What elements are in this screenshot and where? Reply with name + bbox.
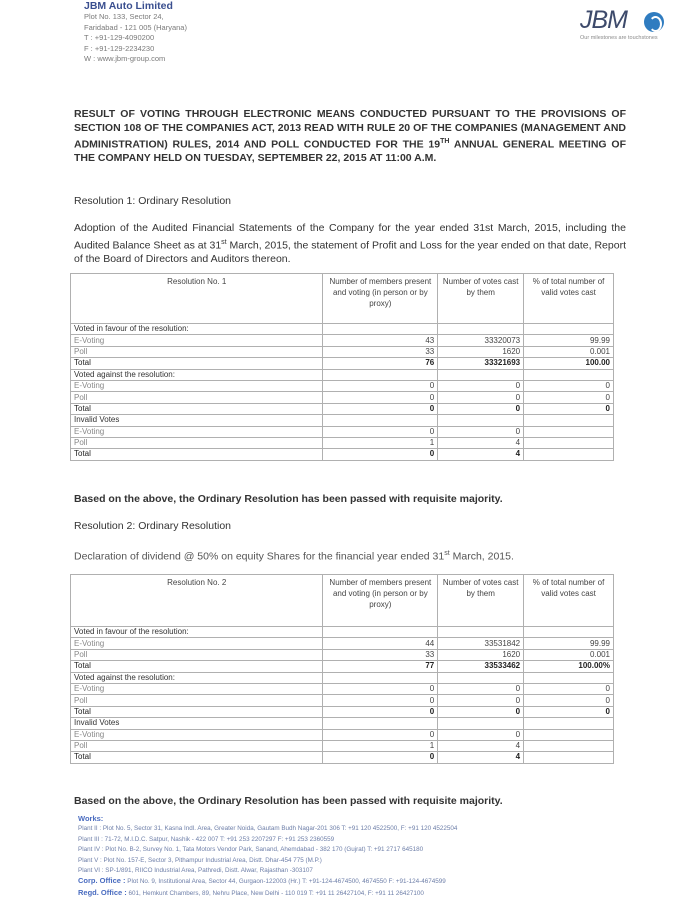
section-label: Invalid Votes [71, 415, 323, 426]
members-cell: 44 [323, 638, 438, 649]
members-cell: 76 [323, 358, 438, 369]
corp-office-line [78, 876, 457, 887]
address-line-2: Faridabad - 121 005 (Haryana) [84, 22, 187, 32]
row-label: Total [71, 661, 323, 672]
votes-cell: 0 [438, 403, 524, 414]
table-row [71, 403, 614, 414]
members-cell: 0 [323, 706, 438, 717]
row-label: E-Voting [71, 729, 323, 740]
website-line: W : www.jbm-group.com [84, 54, 166, 63]
desc-text: March, 2015, the statement of Profit and Loss for the year ended on that date, Report of the Board of Directors and Auditors thereon. [74, 239, 626, 265]
row-label: E-Voting [71, 335, 323, 346]
section-header-row [71, 369, 614, 380]
empty-cell [323, 627, 438, 638]
percent-cell: 0.001 [524, 346, 614, 357]
votes-cell: 4 [438, 752, 524, 763]
percent-cell: 0 [524, 403, 614, 414]
percent-cell: 0 [524, 683, 614, 694]
votes-cell: 1620 [438, 346, 524, 357]
empty-cell [524, 718, 614, 729]
desc-text: Declaration of dividend @ 50% on equity Shares for the financial year ended 31 [74, 550, 445, 563]
empty-cell [323, 369, 438, 380]
section-label: Invalid Votes [71, 718, 323, 729]
heading-text-1: RESULT OF VOTING THROUGH ELECTRONIC MEANS CONDUCTED PURSUANT TO THE PROVISIONS OF SECTION 108 OF THE COMPANIES ACT, 2013 READ WITH RULE 20 OF THE COMPANIES (MANAGEMENT AND ADMINISTRATION) RULES, 2014 AND POLL CONDUCTED FOR THE 19 [74, 108, 626, 151]
logo-tagline: Our milestones are touchstones [580, 35, 658, 41]
members-cell: 1 [323, 740, 438, 751]
heading-sup: TH [440, 138, 450, 145]
percent-cell: 99.99 [524, 638, 614, 649]
members-cell: 43 [323, 335, 438, 346]
resolution-1-table [70, 273, 614, 461]
votes-cell: 0 [438, 683, 524, 694]
table-row [71, 706, 614, 717]
row-label: Total [71, 752, 323, 763]
percent-cell: 0 [524, 380, 614, 391]
row-label: Total [71, 706, 323, 717]
fax-line: F : +91-129-2234230 [84, 43, 155, 53]
letterhead [84, 0, 187, 65]
section-label: Voted in favour of the resolution: [71, 324, 323, 335]
address-line-1: Plot No. 133, Sector 24, [84, 12, 164, 21]
regd-office-text: 601, Hemkunt Chambers, 89, Nehru Place, New Delhi - 110 019 T: +91 11 26427104, F: +91 11 26427100 [126, 889, 424, 897]
table-row [71, 358, 614, 369]
desc-text: March, 2015. [449, 550, 514, 563]
table-row [71, 740, 614, 751]
percent-cell: 0.001 [524, 649, 614, 660]
resolution-1-passed-note: Based on the above, the Ordinary Resolution has been passed with requisite majority. [74, 493, 503, 505]
row-label: Poll [71, 740, 323, 751]
members-cell: 0 [323, 729, 438, 740]
empty-cell [438, 415, 524, 426]
empty-cell [323, 324, 438, 335]
votes-cell: 0 [438, 706, 524, 717]
section-header-row [71, 718, 614, 729]
members-cell: 1 [323, 437, 438, 448]
empty-cell [323, 718, 438, 729]
votes-cell: 0 [438, 392, 524, 403]
members-cell: 0 [323, 380, 438, 391]
row-label: Poll [71, 392, 323, 403]
empty-cell [524, 369, 614, 380]
percent-cell [524, 729, 614, 740]
regd-office-label: Regd. Office : [78, 887, 127, 897]
row-label: E-Voting [71, 380, 323, 391]
header-votes: Number of votes cast by them [438, 274, 524, 324]
empty-cell [438, 324, 524, 335]
resolution-2-description [74, 547, 626, 564]
header-percent: % of total number of valid votes cast [524, 274, 614, 324]
votes-cell: 4 [438, 449, 524, 460]
header-percent: % of total number of valid votes cast [524, 575, 614, 627]
empty-cell [438, 672, 524, 683]
percent-cell [524, 449, 614, 460]
plant-line: Plant V : Plot No. 157-E, Sector 3, Pithampur Industrial Area, Distt. Dhar-454 775 (M.P.) [78, 856, 322, 864]
percent-cell [524, 426, 614, 437]
desc-sup: st [221, 238, 227, 246]
empty-cell [524, 627, 614, 638]
section-label: Voted against the resolution: [71, 672, 323, 683]
table-row [71, 638, 614, 649]
plant-line: Plant VI : SP-1/891, RIICO Industrial Area, Pathredi, Distt. Alwar, Rajasthan -303107 [78, 867, 313, 875]
row-label: E-Voting [71, 638, 323, 649]
document-heading [74, 108, 626, 166]
percent-cell: 100.00 [524, 358, 614, 369]
empty-cell [438, 627, 524, 638]
percent-cell: 0 [524, 392, 614, 403]
members-cell: 0 [323, 426, 438, 437]
percent-cell [524, 752, 614, 763]
row-label: Total [71, 449, 323, 460]
plant-line: Plant II : Plot No. 5, Sector 31, Kasna Indl. Area, Greater Noida, Gautam Budh Nagar-201 306 T: +91 120 4522500, F: +91 120 4522504 [78, 825, 458, 833]
table-row [71, 661, 614, 672]
votes-cell: 33321693 [438, 358, 524, 369]
footer [78, 814, 457, 899]
votes-cell: 4 [438, 437, 524, 448]
members-cell: 0 [323, 403, 438, 414]
percent-cell: 99.99 [524, 335, 614, 346]
members-cell: 0 [323, 449, 438, 460]
section-label: Voted in favour of the resolution: [71, 627, 323, 638]
resolution-2-title: Resolution 2: Ordinary Resolution [74, 520, 231, 532]
table-row [71, 729, 614, 740]
resolution-2-passed-note: Based on the above, the Ordinary Resolution has been passed with requisite majority. [74, 795, 503, 807]
members-cell: 0 [323, 752, 438, 763]
header-members: Number of members present and voting (in person or by proxy) [323, 274, 438, 324]
plant-line: Plant III : 71-72, M.I.D.C. Satpur, Nashik - 422 007 T: +91 253 2207297 F: +91 253 2360559 [78, 835, 335, 843]
corp-office-label: Corp. Office : [78, 876, 126, 886]
empty-cell [438, 718, 524, 729]
percent-cell: 100.00% [524, 661, 614, 672]
votes-cell: 0 [438, 729, 524, 740]
empty-cell [524, 324, 614, 335]
percent-cell: 0 [524, 695, 614, 706]
members-cell: 77 [323, 661, 438, 672]
regd-office-line [78, 888, 457, 899]
section-header-row [71, 415, 614, 426]
table-row [71, 649, 614, 660]
desc-sup: st [444, 550, 450, 557]
empty-cell [323, 672, 438, 683]
header-resolution: Resolution No. 2 [71, 575, 323, 627]
phone-line: T : +91-129-4090200 [84, 33, 155, 42]
works-label: Works: [78, 814, 104, 823]
votes-cell: 0 [438, 380, 524, 391]
members-cell: 0 [323, 392, 438, 403]
votes-cell: 1620 [438, 649, 524, 660]
empty-cell [323, 415, 438, 426]
percent-cell [524, 437, 614, 448]
row-label: Total [71, 358, 323, 369]
desc-text: Adoption of the Audited Financial Statements of the Company for the year ended 31st March, 2015, including the Audited Balance Sheet as at 31 [74, 222, 626, 251]
resolution-1-description [74, 222, 626, 266]
table-row [71, 752, 614, 763]
votes-cell: 33531842 [438, 638, 524, 649]
empty-cell [524, 415, 614, 426]
company-name: JBM Auto Limited [84, 0, 173, 12]
resolution-1-title: Resolution 1: Ordinary Resolution [74, 195, 231, 207]
row-label: Poll [71, 346, 323, 357]
table-header-row [71, 274, 614, 324]
section-header-row [71, 324, 614, 335]
empty-cell [524, 672, 614, 683]
votes-cell: 33320073 [438, 335, 524, 346]
votes-cell: 0 [438, 426, 524, 437]
table-row [71, 449, 614, 460]
votes-cell: 4 [438, 740, 524, 751]
jbm-logo [580, 4, 670, 44]
table-row [71, 392, 614, 403]
resolution-2-table [70, 574, 614, 764]
section-header-row [71, 627, 614, 638]
header-resolution: Resolution No. 1 [71, 274, 323, 324]
table-header-row [71, 575, 614, 627]
table-row [71, 695, 614, 706]
votes-cell: 33533462 [438, 661, 524, 672]
table-row [71, 380, 614, 391]
corp-office-text: Plot No. 9, Institutional Area, Sector 44, Gurgaon-122003 (Hr.) T: +91-124-4674500, 4674550 F: +91-124-4674599 [125, 878, 446, 886]
percent-cell [524, 740, 614, 751]
header-votes: Number of votes cast by them [438, 575, 524, 627]
members-cell: 33 [323, 649, 438, 660]
heading-text-2: ANNUAL GENERAL MEETING OF THE COMPANY HELD ON TUESDAY, SEPTEMBER 22, 2015 AT 11:00 A.M. [74, 138, 626, 164]
row-label: Poll [71, 649, 323, 660]
table-row [71, 683, 614, 694]
header-members: Number of members present and voting (in person or by proxy) [323, 575, 438, 627]
members-cell: 0 [323, 683, 438, 694]
row-label: Poll [71, 437, 323, 448]
section-header-row [71, 672, 614, 683]
logo-emblem-icon [644, 12, 664, 32]
row-label: E-Voting [71, 426, 323, 437]
plant-line: Plant IV : Plot No. B-2, Survey No. 1, Tata Motors Vendor Park, Sanand, Ahemdabad - 382 170 (Gujrat) T: +91 2717 645180 [78, 846, 424, 854]
votes-cell: 0 [438, 695, 524, 706]
table-row [71, 437, 614, 448]
table-row [71, 335, 614, 346]
row-label: Poll [71, 695, 323, 706]
row-label: Total [71, 403, 323, 414]
empty-cell [438, 369, 524, 380]
members-cell: 0 [323, 695, 438, 706]
logo-text: JBM [580, 6, 627, 34]
table-row [71, 426, 614, 437]
table-row [71, 346, 614, 357]
members-cell: 33 [323, 346, 438, 357]
percent-cell: 0 [524, 706, 614, 717]
section-label: Voted against the resolution: [71, 369, 323, 380]
row-label: E-Voting [71, 683, 323, 694]
